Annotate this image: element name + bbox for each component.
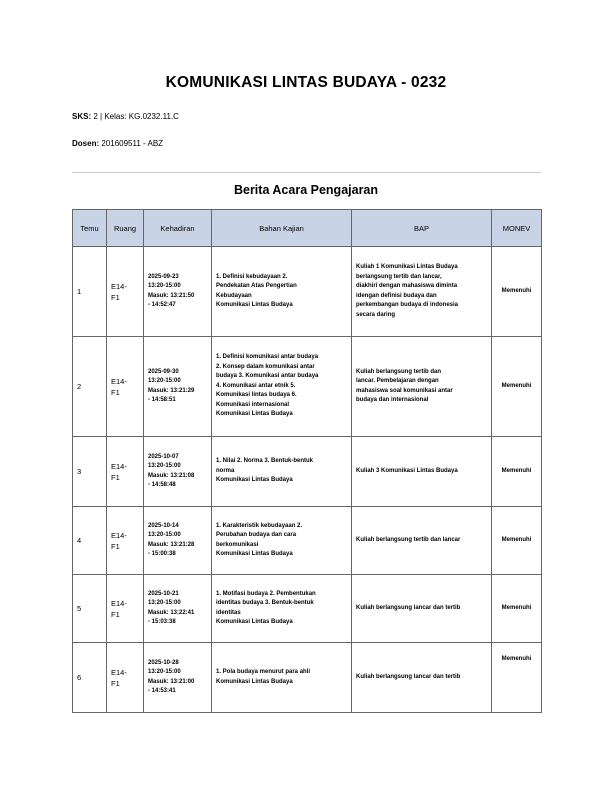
page-title: KOMUNIKASI LINTAS BUDAYA - 0232 [165,74,447,91]
sks-class-value: 2 | Kelas: KG.0232.11.C [93,112,179,121]
monev-cell: Memenuhi [492,643,542,713]
bap-cell: Kuliah 3 Komunikasi Lintas Budaya [352,437,492,507]
bap-cell: Kuliah 1 Komunikasi Lintas Budaya berlangsung tertib dan lancar, diakhiri dengan mahasiswa diminta idengan definisi budaya dan perkembangan budaya di indonesia secara daring [352,247,492,337]
kehadiran-cell: 2025-10-14 13:20-15:00 Masuk: 13:21:28 - 15:00:38 [144,507,212,575]
kehadiran-cell: 2025-09-23 13:20-15:00 Masuk: 13:21:50 - 14:52:47 [144,247,212,337]
header-kehadiran: Kehadiran [144,210,212,247]
dosen-label: Dosen: [72,139,100,148]
bahan-kajian-cell: 1. Motifasi budaya 2. Pembentukan identitas budaya 3. Bentuk-bentuk identitas Komunikasi Lintas Budaya [212,575,352,643]
kehadiran-cell: 2025-10-21 13:20-15:00 Masuk: 13:22:41 - 15:03:38 [144,575,212,643]
ruang-cell: E14- F1 [107,507,144,575]
header-temu: Temu [73,210,107,247]
section-title: Berita Acara Pengajaran [233,183,379,197]
kehadiran-cell: 2025-10-07 13:20-15:00 Masuk: 13:21:08 - 14:58:48 [144,437,212,507]
bahan-kajian-cell: 1. Pola budaya menurut para ahli Komunikasi Lintas Budaya [212,643,352,713]
bap-cell: Kuliah berlangsung tertib dan lancar [352,507,492,575]
section-divider [72,172,541,173]
header-bap: BAP [352,210,492,247]
monev-cell: Memenuhi [492,575,542,643]
bap-cell: Kuliah berlangsung lancar dan tertib [352,575,492,643]
ruang-cell: E14- F1 [107,437,144,507]
monev-cell: Memenuhi [492,337,542,437]
table-row [73,337,542,437]
ruang-cell: E14- F1 [107,247,144,337]
bap-cell: Kuliah berlangsung lancar dan tertib [352,643,492,713]
bahan-kajian-cell: 1. Karakteristik kebudayaan 2. Perubahan budaya dan cara berkomunikasi Komunikasi Lintas Budaya [212,507,352,575]
temu-cell: 6 [73,643,107,713]
bap-cell: Kuliah berlangsung tertib dan lancar. Pembelajaran dengan mahasiswa soal komunikasi antar budaya dan internasional [352,337,492,437]
monev-cell: Memenuhi [492,437,542,507]
table-row [73,437,542,507]
temu-cell: 4 [73,507,107,575]
temu-cell: 1 [73,247,107,337]
bahan-kajian-cell: 1. Nilai 2. Norma 3. Bentuk-bentuk norma Komunikasi Lintas Budaya [212,437,352,507]
header-monev: MONEV [492,210,542,247]
table-row [73,507,542,575]
temu-cell: 2 [73,337,107,437]
lecturer-info [72,139,163,148]
sks-label: SKS: [72,112,92,121]
bahan-kajian-cell: 1. Definisi komunikasi antar budaya 2. Konsep dalam komunikasi antar budaya 3. Komunikasi antar budaya 4. Komunikasi antar etnik 5. Komunikasi lintas budaya 6. Komunikasi internasional Komunikasi Lintas Budaya [212,337,352,437]
table-row [73,247,542,337]
ruang-cell: E14- F1 [107,643,144,713]
kehadiran-cell: 2025-10-28 13:20-15:00 Masuk: 13:21:00 - 14:53:41 [144,643,212,713]
teaching-report-table [72,209,542,713]
header-ruang: Ruang [107,210,144,247]
kehadiran-cell: 2025-09-30 13:20-15:00 Masuk: 13:21:29 - 14:58:51 [144,337,212,437]
ruang-cell: E14- F1 [107,575,144,643]
header-bahan-kajian: Bahan Kajian [212,210,352,247]
monev-cell: Memenuhi [492,507,542,575]
temu-cell: 5 [73,575,107,643]
monev-cell: Memenuhi [492,247,542,337]
bahan-kajian-cell: 1. Definisi kebudayaan 2. Pendekatan Atas Pengertian Kebudayaan Komunikasi Lintas Budaya [212,247,352,337]
table-header-row [73,210,542,247]
temu-cell: 3 [73,437,107,507]
ruang-cell: E14- F1 [107,337,144,437]
course-info [72,112,179,121]
table-row [73,575,542,643]
table-row [73,643,542,713]
dosen-value: 201609511 - ABZ [101,139,164,148]
